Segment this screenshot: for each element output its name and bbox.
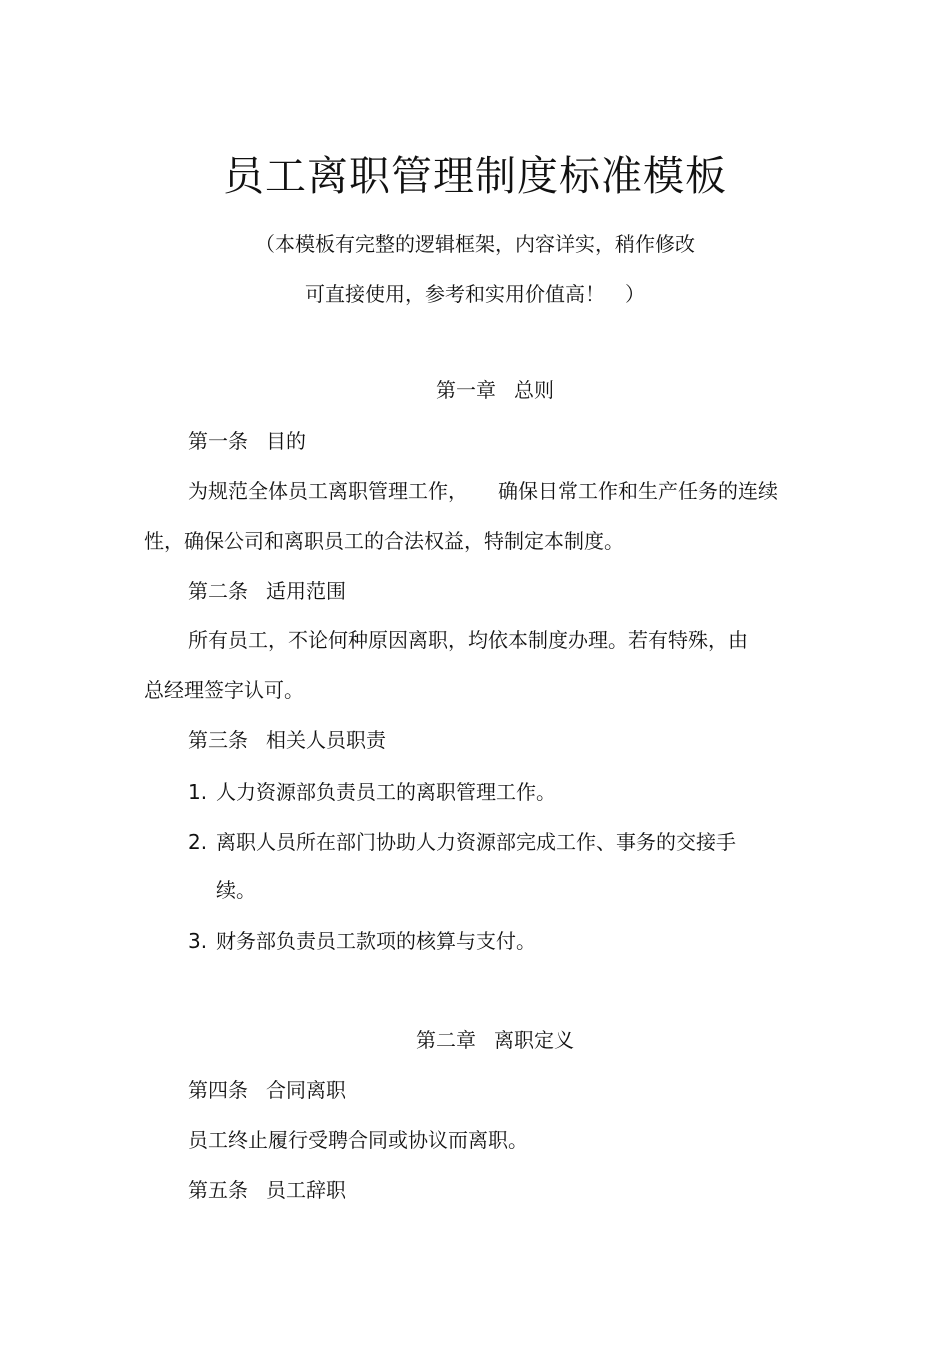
list-item-text: 财务部负责员工款项的核算与支付。 xyxy=(216,929,536,953)
chapter-1-heading xyxy=(0,375,950,405)
list-item-text: 离职人员所在部门协助人力资源部完成工作、事务的交接手 xyxy=(216,830,736,854)
article-1-name: 目的 xyxy=(266,429,306,453)
chapter-2-number: 第二章 xyxy=(416,1028,476,1052)
article-3-number: 第三条 xyxy=(188,728,248,752)
list-item xyxy=(188,926,536,956)
article-5-name: 员工辞职 xyxy=(266,1178,346,1202)
chapter-2-heading xyxy=(0,1025,950,1055)
article-2-text-line-1: 所有员工，不论何种原因离职，均依本制度办理。若有特殊，由 xyxy=(188,628,748,652)
article-3-name: 相关人员职责 xyxy=(266,728,386,752)
article-1-text-line-1: 为规范全体员工离职管理工作， 确保日常工作和生产任务的连续 xyxy=(188,479,778,503)
list-item-number: 3. xyxy=(188,929,208,953)
list-item-text: 人力资源部负责员工的离职管理工作。 xyxy=(216,780,556,804)
article-1-heading xyxy=(188,426,306,456)
article-4-text: 员工终止履行受聘合同或协议而离职。 xyxy=(188,1128,528,1152)
article-1-number: 第一条 xyxy=(188,429,248,453)
article-4-heading xyxy=(188,1075,346,1105)
subtitle-line-1: （本模板有完整的逻辑框架，内容详实，稍作修改 xyxy=(255,232,695,256)
chapter-2-name: 离职定义 xyxy=(494,1028,574,1052)
chapter-1-number: 第一章 xyxy=(436,378,496,402)
article-1-text-line-2: 性，确保公司和离职员工的合法权益，特制定本制度。 xyxy=(144,529,624,553)
chapter-1-name: 总则 xyxy=(514,378,554,402)
article-2-heading xyxy=(188,576,346,606)
article-3-heading xyxy=(188,725,386,755)
subtitle-line-2: 可直接使用，参考和实用价值高！ ） xyxy=(305,282,645,306)
article-5-number: 第五条 xyxy=(188,1178,248,1202)
document-title: 员工离职管理制度标准模板 xyxy=(223,152,727,200)
list-item-number: 2. xyxy=(188,830,208,854)
article-2-text-line-2: 总经理签字认可。 xyxy=(144,678,304,702)
article-4-number: 第四条 xyxy=(188,1078,248,1102)
list-item-number: 1. xyxy=(188,780,208,804)
list-item xyxy=(188,827,736,857)
article-2-number: 第二条 xyxy=(188,579,248,603)
article-4-name: 合同离职 xyxy=(266,1078,346,1102)
article-2-name: 适用范围 xyxy=(266,579,346,603)
list-item xyxy=(188,777,556,807)
list-item-continuation: 续。 xyxy=(216,878,256,902)
article-5-heading xyxy=(188,1175,346,1205)
